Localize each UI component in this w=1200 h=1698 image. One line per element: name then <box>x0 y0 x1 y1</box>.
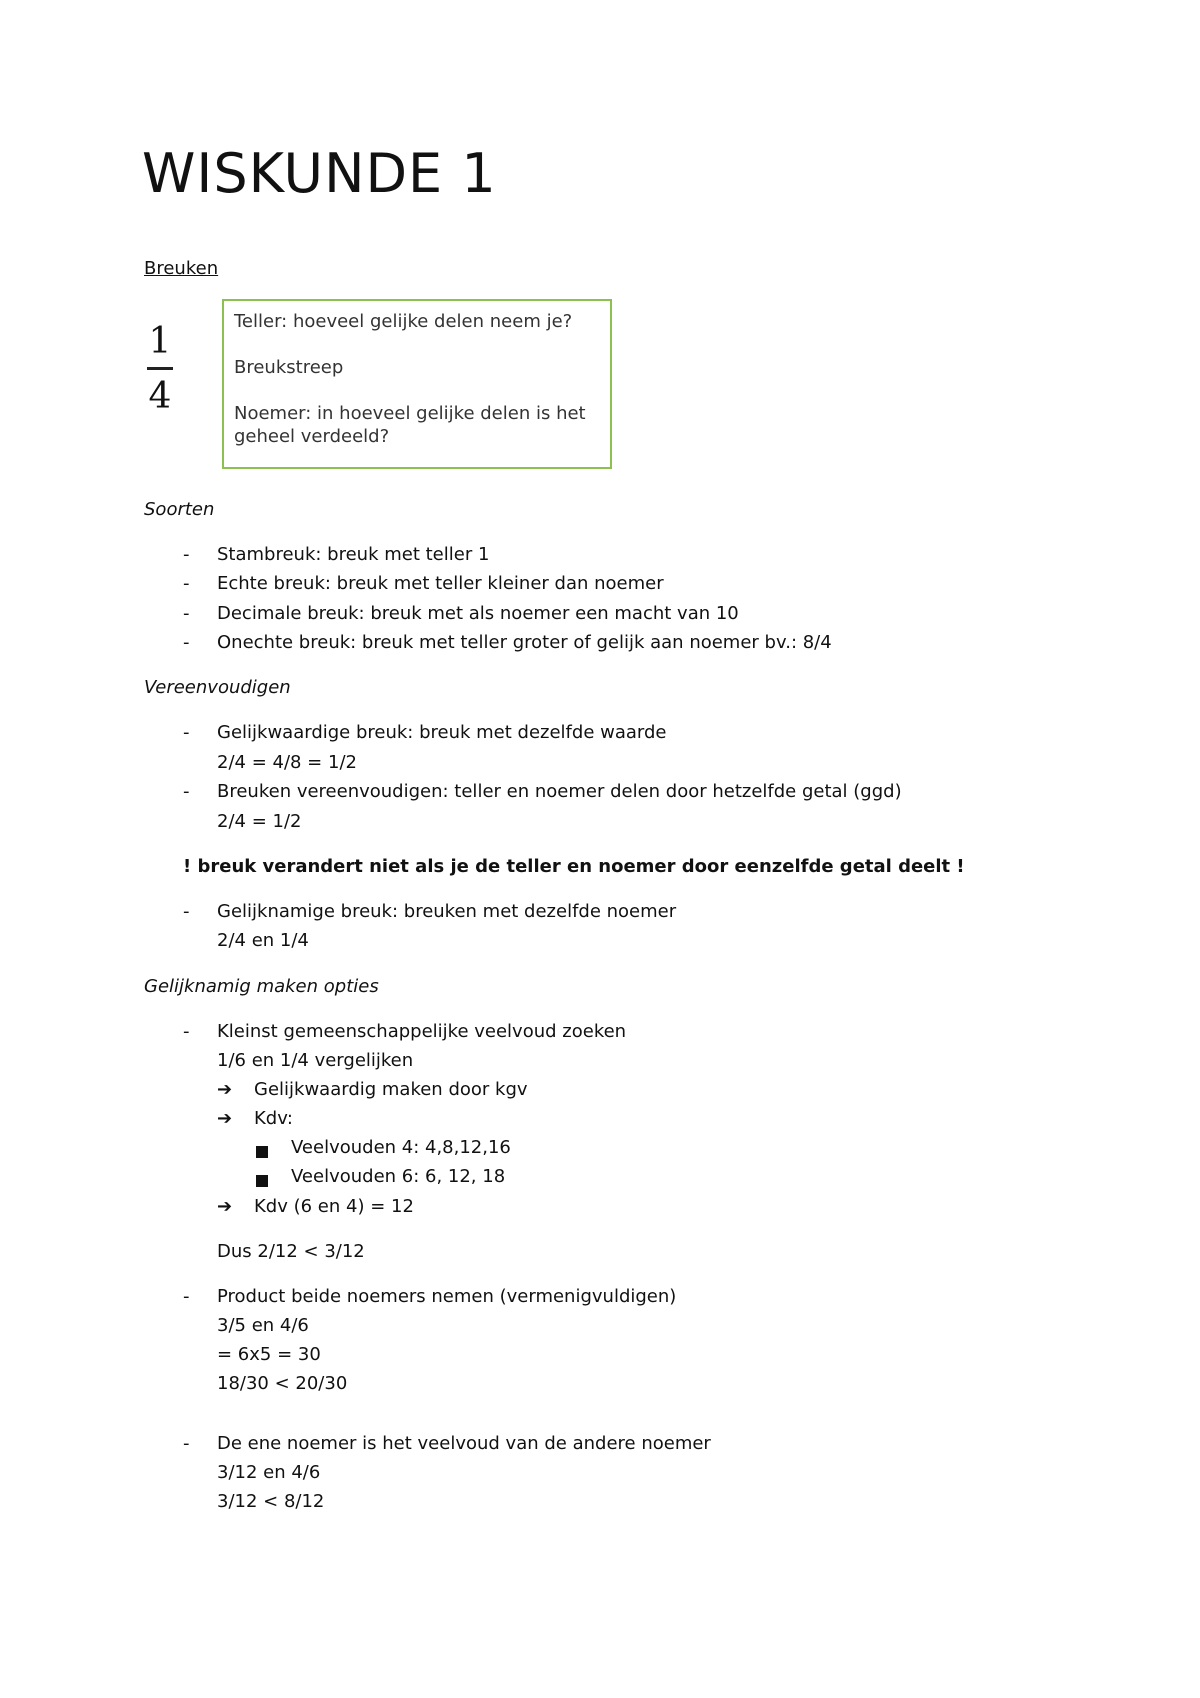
list-item: Kleinst gemeenschappelijke veelvoud zoeken <box>217 1021 627 1042</box>
list-item: Decimale breuk: breuk met als noemer een macht van 10 <box>217 603 739 624</box>
list-item: De ene noemer is het veelvoud van de andere noemer <box>217 1433 711 1454</box>
list-dash: - <box>183 573 190 594</box>
page-title: WISKUNDE 1 <box>142 142 497 205</box>
square-bullet-icon <box>256 1172 268 1191</box>
list-item: Product beide noemers nemen (vermenigvuldigen) <box>217 1286 677 1307</box>
example-line: 3/12 < 8/12 <box>217 1491 325 1512</box>
gelijknamig-heading: Gelijknamig maken opties <box>144 976 379 997</box>
list-dash: - <box>183 901 190 922</box>
fraction-denominator: 4 <box>148 376 172 417</box>
list-dash: - <box>183 544 190 565</box>
list-dash: - <box>183 1286 190 1307</box>
list-item: Gelijknamige breuk: breuken met dezelfde noemer <box>217 901 677 922</box>
arrow-icon: ➔ <box>217 1196 233 1217</box>
breuken-heading: Breuken <box>144 258 219 279</box>
vereenvoudigen-heading: Vereenvoudigen <box>144 677 291 698</box>
list-dash: - <box>183 1021 190 1042</box>
list-item: Echte breuk: breuk met teller kleiner dan noemer <box>217 573 664 594</box>
list-dash: - <box>183 781 190 802</box>
arrow-item: Kdv: <box>254 1108 293 1129</box>
example-line: 3/5 en 4/6 <box>217 1315 309 1336</box>
arrow-item: Gelijkwaardig maken door kgv <box>254 1079 528 1100</box>
list-dash: - <box>183 722 190 743</box>
example-line: 2/4 = 1/2 <box>217 811 302 832</box>
arrow-icon: ➔ <box>217 1079 233 1100</box>
example-line: 18/30 < 20/30 <box>217 1373 348 1394</box>
fraction-info-box <box>222 299 612 469</box>
sub-item: Veelvouden 6: 6, 12, 18 <box>291 1166 506 1187</box>
list-item: Breuken vereenvoudigen: teller en noemer delen door hetzelfde getal (ggd) <box>217 781 902 802</box>
example-line: 2/4 en 1/4 <box>217 930 309 951</box>
example-line: = 6x5 = 30 <box>217 1344 321 1365</box>
list-dash: - <box>183 632 190 653</box>
example-line: 3/12 en 4/6 <box>217 1462 321 1483</box>
arrow-item: Kdv (6 en 4) = 12 <box>254 1196 414 1217</box>
breukstreep-text: Breukstreep <box>234 357 344 378</box>
example-line: 2/4 = 4/8 = 1/2 <box>217 752 357 773</box>
list-item: Stambreuk: breuk met teller 1 <box>217 544 490 565</box>
noemer-text: Noemer: in hoeveel gelijke delen is het geheel verdeeld? <box>234 403 586 447</box>
fraction-numerator: 1 <box>148 321 172 362</box>
fraction-figure <box>144 322 176 417</box>
sub-item: Veelvouden 4: 4,8,12,16 <box>291 1137 511 1158</box>
square-bullet-icon <box>256 1143 268 1162</box>
list-dash: - <box>183 1433 190 1454</box>
arrow-icon: ➔ <box>217 1108 233 1129</box>
list-item: Onechte breuk: breuk met teller groter of gelijk aan noemer bv.: 8/4 <box>217 632 832 653</box>
conclusion-line: Dus 2/12 < 3/12 <box>217 1241 365 1262</box>
list-item: Gelijkwaardige breuk: breuk met dezelfde waarde <box>217 722 667 743</box>
fraction-bar <box>147 367 173 370</box>
teller-text: Teller: hoeveel gelijke delen neem je? <box>234 311 573 332</box>
soorten-heading: Soorten <box>144 499 215 520</box>
list-dash: - <box>183 603 190 624</box>
example-line: 1/6 en 1/4 vergelijken <box>217 1050 414 1071</box>
important-note: ! breuk verandert niet als je de teller en noemer door eenzelfde getal deelt ! <box>183 856 965 877</box>
